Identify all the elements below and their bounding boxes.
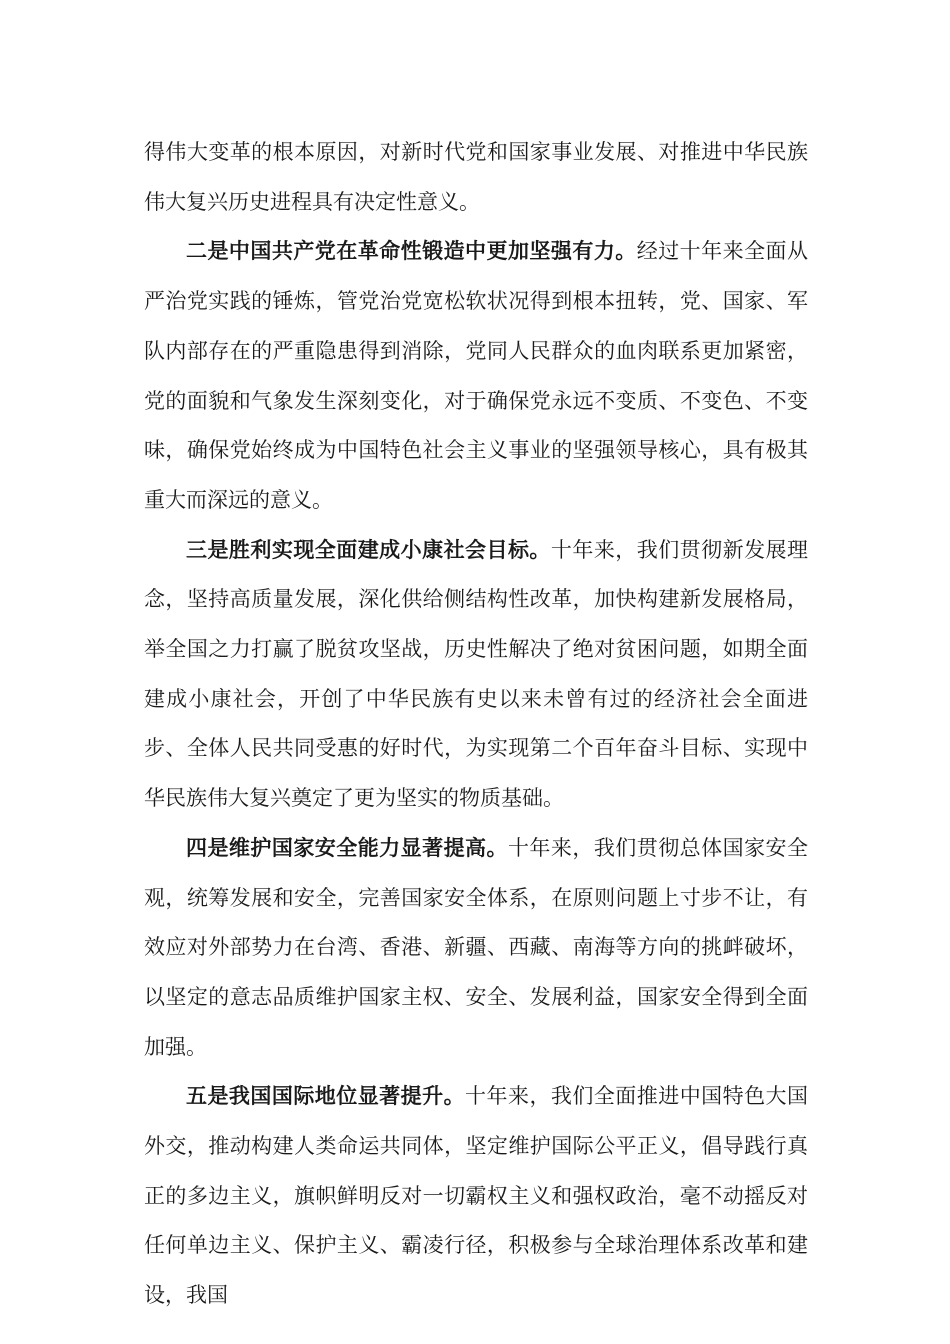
paragraph-text: 经过十年来全面从严治党实践的锤炼，管党治党宽松软状况得到根本扭转，党、国家、军队内部存在的严重隐患得到消除，党同人民群众的血肉联系更加紧密，党的面貌和气象发生深刻变化，对于确保党永远不变质、不变色、不变味，确保党始终成为中国特色社会主义事业的坚强领导核心，具有极其重大而深远的意义。 — [144, 239, 808, 512]
paragraph-heading: 二是中国共产党在革命性锻造中更加坚强有力。 — [186, 239, 637, 264]
paragraph-continuation — [144, 128, 808, 227]
paragraph-text: 十年来，我们全面推进中国特色大国外交，推动构建人类命运共同体，坚定维护国际公平正义，倡导践行真正的多边主义，旗帜鲜明反对一切霸权主义和强权政治，毫不动摇反对任何单边主义、保护主义、霸凌行径，积极参与全球治理体系改革和建设，我国 — [144, 1084, 809, 1308]
paragraph-international-status — [144, 1072, 808, 1321]
paragraph-heading: 五是我国国际地位显著提升。 — [186, 1084, 466, 1109]
document-body — [144, 128, 808, 1321]
paragraph-heading: 四是维护国家安全能力显著提高。 — [186, 835, 508, 860]
paragraph-text: 十年来，我们贯彻新发展理念，坚持高质量发展，深化供给侧结构性改革，加快构建新发展格局，举全国之力打赢了脱贫攻坚战，历史性解决了绝对贫困问题，如期全面建成小康社会，开创了中华民族有史以来未曾有过的经济社会全面进步、全体人民共同受惠的好时代，为实现第二个百年奋斗目标、实现中华民族伟大复兴奠定了更为坚实的物质基础。 — [144, 537, 809, 811]
paragraph-national-security — [144, 824, 808, 1073]
paragraph-party-strength — [144, 227, 808, 525]
paragraph-text: 十年来，我们贯彻总体国家安全观，统筹发展和安全，完善国家安全体系，在原则问题上寸步不让，有效应对外部势力在台湾、香港、新疆、西藏、南海等方向的挑衅破坏，以坚定的意志品质维护国家主权、安全、发展利益，国家安全得到全面加强。 — [144, 835, 809, 1059]
paragraph-text: 得伟大变革的根本原因，对新时代党和国家事业发展、对推进中华民族伟大复兴历史进程具有决定性意义。 — [144, 140, 808, 214]
paragraph-xiaokang — [144, 526, 808, 824]
paragraph-heading: 三是胜利实现全面建成小康社会目标。 — [186, 537, 551, 562]
